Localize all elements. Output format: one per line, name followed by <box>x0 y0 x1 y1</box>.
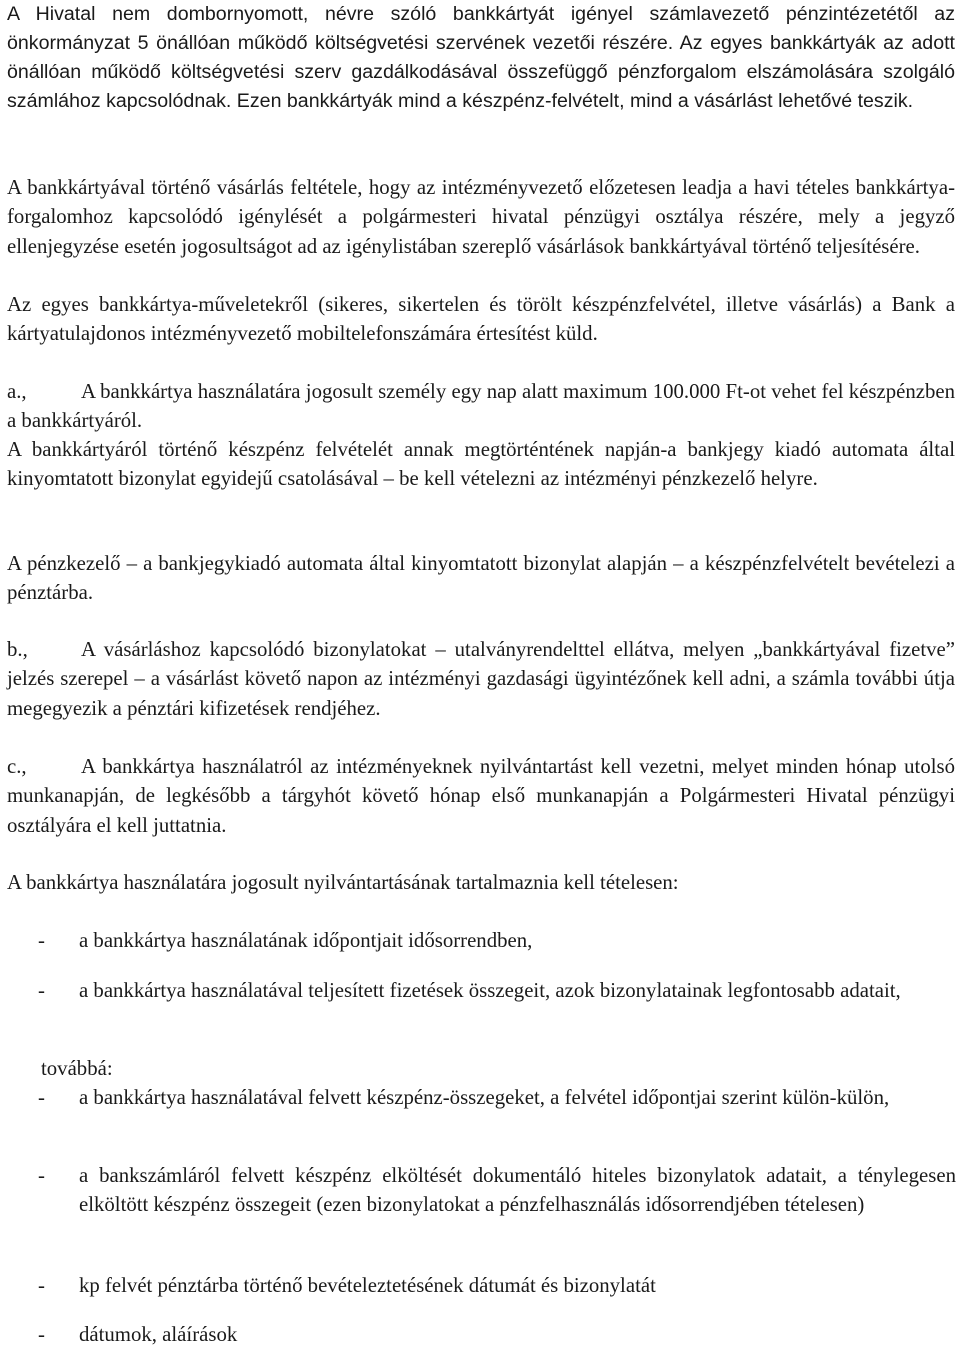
dash-bullet: - <box>38 1323 45 1346</box>
dash-bullet: - <box>38 929 45 952</box>
point-b-text: A vásárláshoz kapcsolódó bizonylatokat – utalványrendelttel ellátva, melyen „bankkártyával fizetve” jelzés szerepel – a vásárlást követő napon az intézményi gazdasági ügyintézőnek kell adni, a számla további útja megegyezik a pénztári kifizetések rendjéhez. <box>7 638 955 720</box>
dash-bullet: - <box>38 1086 45 1109</box>
cashier-paragraph: A pénzkezelő – a bankjegykiadó automata által kinyomtatott bizonylat alapján – a készpénzfelvételt bevételezi a pénztárba. <box>7 552 955 605</box>
point-c <box>7 752 955 840</box>
list-item-text: dátumok, aláírások <box>79 1323 238 1346</box>
list-item <box>38 926 956 955</box>
list-item <box>38 1271 956 1300</box>
list-item-text: a bankkártya használatával teljesített fizetések összegeit, azok bizonylatainak legfontosabb adatait, <box>79 979 901 1002</box>
tovabba-label: továbbá: <box>41 1057 113 1080</box>
list-item-text: kp felvét pénztárba történő bevételeztetésének dátumát és bizonylatát <box>79 1274 656 1297</box>
point-b <box>7 635 955 723</box>
point-a <box>7 377 955 436</box>
notification-paragraph: Az egyes bankkártya-műveletekről (sikeres, sikertelen és törölt készpénzfelvétel, illetve vásárlás) a Bank a kártyatulajdonos intézményvezető mobiltelefonszámára értesítést küld. <box>7 293 955 346</box>
dash-bullet: - <box>38 1274 45 1297</box>
point-b-label: b., <box>7 638 28 661</box>
dash-bullet: - <box>38 1164 45 1187</box>
point-a-text: A bankkártya használatára jogosult személy egy nap alatt maximum 100.000 Ft-ot vehet fel készpénzben a bankkártyáról. <box>7 380 955 433</box>
list-item <box>38 1083 956 1112</box>
list-item <box>38 1320 956 1349</box>
list-item-text: a bankszámláról felvett készpénz elköltését dokumentáló hiteles bizonylatok adatait, a ténylegesen elköltött készpénz összegeit (ezen bizonylatokat a pénzfelhasználás idősorrendjében tételesen) <box>79 1164 956 1217</box>
point-c-text: A bankkártya használatról az intézményeknek nyilvántartást kell vezetni, melyet minden hónap utolsó munkanapján, de legkésőbb a tárgyhót követő hónap első munkanapján a Polgármesteri Hivatal pénzügyi osztályára el kell juttatnia. <box>7 755 955 837</box>
purchase-condition-paragraph: A bankkártyával történő vásárlás feltétele, hogy az intézményvezető előzetesen leadja a havi tételes bankkártya-forgalomhoz kapcsolódó igénylését a polgármesteri hivatal pénzügyi osztálya részére, mely a jegyző ellenjegyzése esetén jogosultságot ad az igénylistában szereplő vásárlások bankkártyával történő teljesítésére. <box>7 176 955 258</box>
point-c-label: c., <box>7 755 27 778</box>
register-intro-paragraph: A bankkártya használatára jogosult nyilvántartásának tartalmaznia kell tételesen: <box>7 871 679 894</box>
cash-withdrawal-paragraph: A bankkártyáról történő készpénz felvételét annak megtörténtének napján-a bankjegy kiadó automata által kinyomtatott bizonylat egyidejű csatolásával – be kell vételezni az intézményi pénzkezelő helyre. <box>7 438 955 491</box>
list-item-text: a bankkártya használatának időpontjait idősorrendben, <box>79 929 533 952</box>
list-item <box>38 1161 956 1220</box>
list-item <box>38 976 956 1005</box>
point-a-label: a., <box>7 380 27 403</box>
intro-paragraph: A Hivatal nem dombornyomott, névre szóló bankkártyát igényel számlavezető pénzintézetétől az önkormányzat 5 önállóan működő költségvetési szervének vezetői részére. Az egyes bankkártyák az adott önállóan működő költségvetési szerv gazdálkodásával összefüggő pénzforgalom elszámolására szolgáló számlához kapcsolódnak. Ezen bankkártyák mind a készpénz-felvételt, mind a vásárlást lehetővé teszik. <box>7 3 955 112</box>
dash-bullet: - <box>38 979 45 1002</box>
list-item-text: a bankkártya használatával felvett készpénz-összegeket, a felvétel időpontjai szerint külön-külön, <box>79 1086 890 1109</box>
